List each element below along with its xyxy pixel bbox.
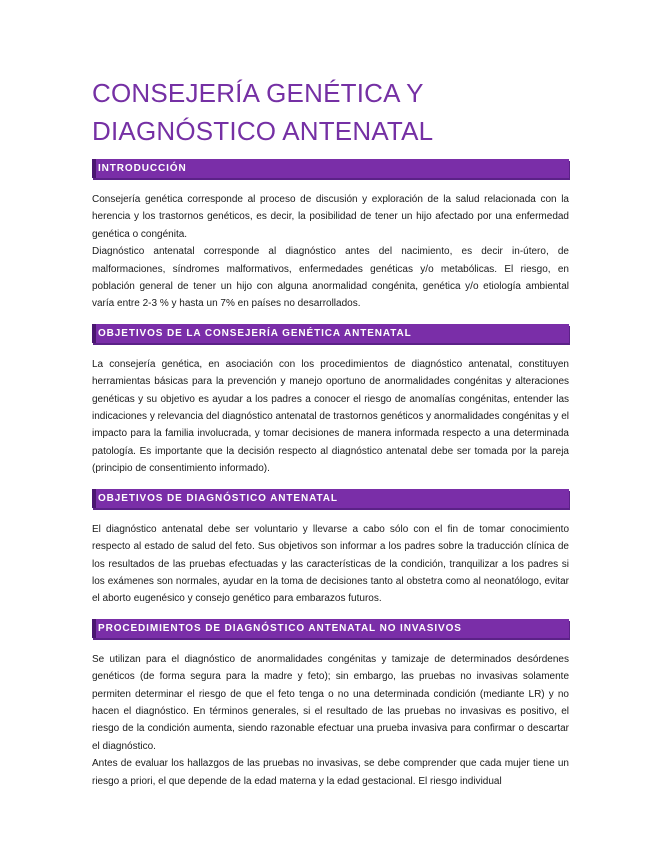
paragraph: Diagnóstico antenatal corresponde al diagnóstico antes del nacimiento, es decir in-útero, de malformaciones, síndromes malformativos, enfermedades genéticas y/o metabólicas. El riesgo, en población general de tener un hijo con alguna anormalidad congénita, genética y/o etiología ambiental varía entre 2-3 % y hasta un 7% en países no desarrollados. bbox=[92, 246, 569, 310]
section-heading-introduccion: INTRODUCCIÓN bbox=[92, 159, 569, 178]
section-body-procedimientos-no-invasivos bbox=[92, 651, 569, 790]
section-heading-objetivos-consejeria: OBJETIVOS DE LA CONSEJERÍA GENÉTICA ANTENATAL bbox=[92, 324, 569, 343]
paragraph: Consejería genética corresponde al proceso de discusión y exploración de la salud relacionada con la herencia y los trastornos genéticos, es decir, la posibilidad de tener un hijo afectado por una enfermedad genética o congénita. bbox=[92, 194, 569, 240]
paragraph: Se utilizan para el diagnóstico de anormalidades congénitas y tamizaje de determinados desórdenes genéticos (de forma segura para la madre y feto); sin embargo, las pruebas no invasivas solamente permiten determinar el riesgo de que el feto tenga o no una determinada condición (mediante LR) y no hacen el diagnóstico. En términos generales, si el resultado de las pruebas no invasivas es positivo, el riesgo de la condición aumenta, siendo razonable efectuar una prueba invasiva para confirmar o descartar el diagnóstico. bbox=[92, 653, 569, 752]
section-heading-procedimientos-no-invasivos: PROCEDIMIENTOS DE DIAGNÓSTICO ANTENATAL NO INVASIVOS bbox=[92, 619, 569, 638]
document-page bbox=[92, 74, 569, 790]
paragraph: La consejería genética, en asociación con los procedimientos de diagnóstico antenatal, constituyen herramientas básicas para la prevención y manejo oportuno de anormalidades congénitas y alteraciones genéticas y su objetivo es ayudar a los padres a conocer el riesgo de anomalías congénitas, entender las indicaciones y relevancia del diagnóstico antenatal de trastornos genéticos y anormalidades congénitas y el impacto para la familia involucrada, y tomar decisiones de manera informada respecto a una determinada patología. Es importante que la decisión respecto al diagnóstico antenatal debe ser tomada por la pareja (principio de consentimiento informado). bbox=[92, 358, 569, 475]
section-body-introduccion bbox=[92, 191, 569, 313]
paragraph: El diagnóstico antenatal debe ser voluntario y llevarse a cabo sólo con el fin de tomar conocimiento respecto al estado de salud del feto. Sus objetivos son informar a los padres sobre la traducción clínica de los resultados de las pruebas efectuadas y las características de la condición, tranquilizar a los padres si los exámenes son normales, ayudar en la toma de decisiones tanto al obstetra como al neonatólogo, evitar el aborto eugenésico y consejo genético para embarazos futuros. bbox=[92, 523, 569, 605]
paragraph: Antes de evaluar los hallazgos de las pruebas no invasivas, se debe comprender que cada mujer tiene un riesgo a priori, el que depende de la edad materna y la edad gestacional. El riesgo individual bbox=[92, 758, 569, 787]
section-body-objetivos-consejeria bbox=[92, 356, 569, 478]
section-body-objetivos-diagnostico bbox=[92, 521, 569, 608]
section-heading-objetivos-diagnostico: OBJETIVOS DE DIAGNÓSTICO ANTENATAL bbox=[92, 489, 569, 508]
document-title: CONSEJERÍA GENÉTICA Y DIAGNÓSTICO ANTENATAL bbox=[92, 78, 434, 146]
